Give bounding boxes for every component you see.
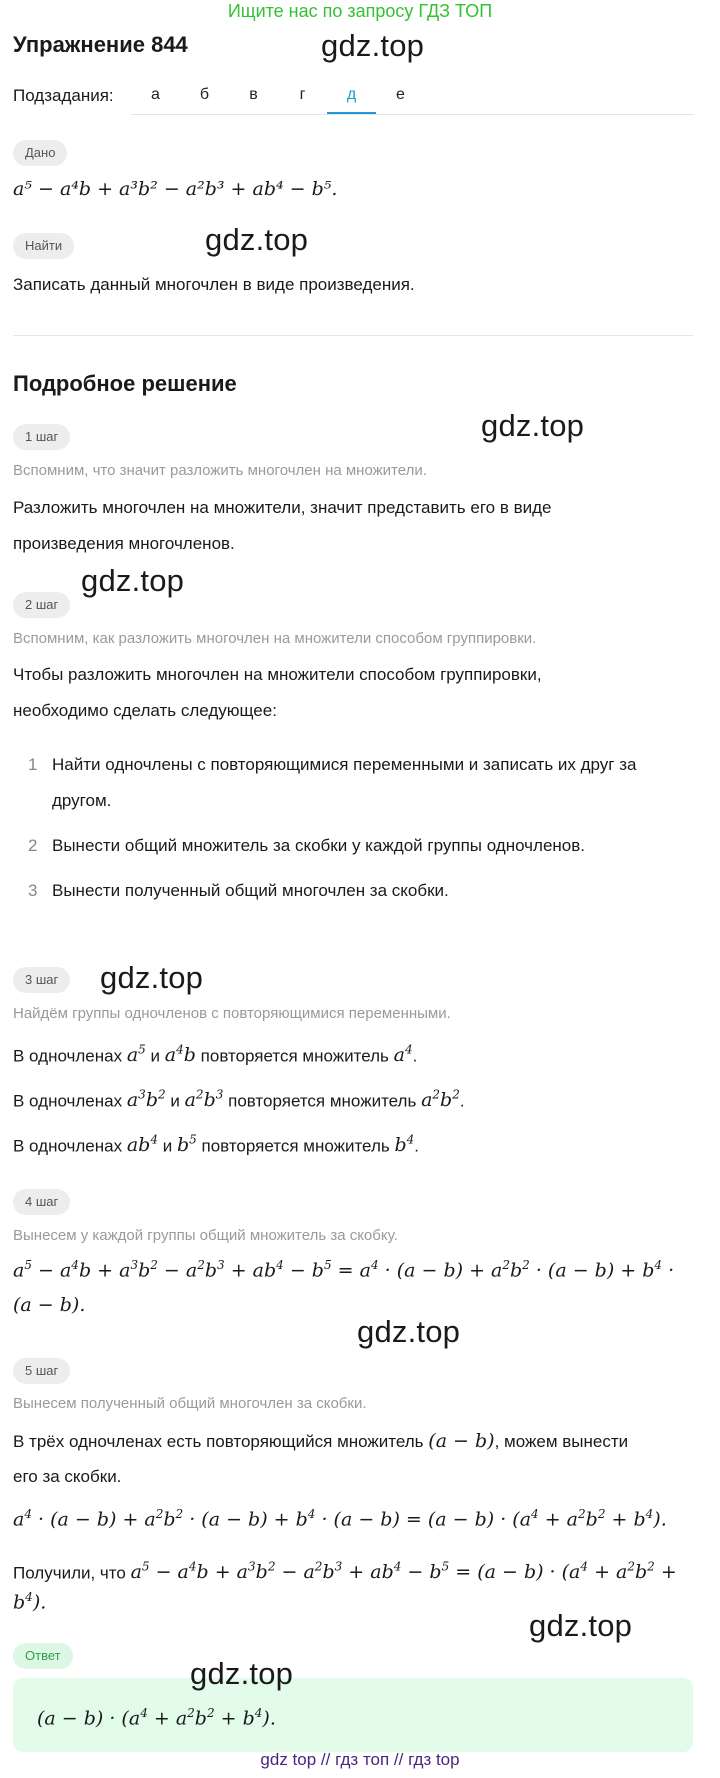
answer-pill: Ответ: [13, 1643, 73, 1669]
given-pill: Дано: [13, 140, 67, 166]
footer-links[interactable]: gdz top // гдз топ // гдз top: [260, 1750, 460, 1769]
list-item: [28, 873, 449, 909]
watermark: gdz.top: [81, 563, 185, 598]
step-formula: $b^4$).: [13, 1590, 47, 1614]
step-text: его за скобки.: [13, 1467, 122, 1486]
tab-d[interactable]: д: [327, 76, 376, 115]
step-text: В одночленах $a^3b^2$ и $a^2b^3$ повторяется множитель $a^2b^2$.: [13, 1088, 465, 1112]
step-text: произведения многочленов.: [13, 534, 235, 553]
step-hint: Вынесем полученный общий многочлен за скобки.: [13, 1395, 367, 1412]
list-number: 3: [28, 881, 38, 900]
list-item: [28, 828, 585, 864]
step-text: Чтобы разложить многочлен на множители способом группировки,: [13, 665, 542, 684]
promo-banner[interactable]: Ищите нас по запросу ГДЗ ТОП: [227, 1, 493, 21]
list-text: Вынести общий множитель за скобки у каждой группы одночленов.: [52, 836, 586, 855]
solution-title: Подробное решение: [13, 371, 237, 396]
find-pill: Найти: [13, 233, 74, 259]
step-text: необходимо сделать следующее:: [13, 701, 277, 720]
section-divider: [13, 335, 693, 336]
tabs-underline: [131, 114, 694, 115]
watermark: gdz.top: [321, 28, 425, 63]
step-text: Получили, что $a^5 - a^4b + a^3b^2 - a^2b^3 + ab^4 - b^5 = (a - b) \cdot (a^4 + a^2b^2$ +: [13, 1560, 677, 1584]
step-pill: 4 шаг: [13, 1189, 70, 1215]
list-text: Вынести полученный общий многочлен за скобки.: [52, 881, 449, 900]
step-pill: 2 шаг: [13, 592, 70, 618]
list-number: 2: [28, 836, 38, 855]
step-text: Разложить многочлен на множители, значит представить его в виде: [13, 498, 552, 517]
step-hint: Вспомним, что значит разложить многочлен на множители.: [13, 462, 427, 479]
tab-e[interactable]: е: [396, 86, 405, 103]
given-expression: a⁵ − a⁴b + a³b² − a²b³ + ab⁴ − b⁵.: [13, 178, 338, 200]
watermark: gdz.top: [190, 1656, 294, 1691]
step-formula: $a^4 \cdot (a - b) + a^2b^2 \cdot (a - b) + b^4 \cdot (a - b) = (a - b) \cdot (a^4 + a^2b^2 + b^4)$.: [13, 1507, 667, 1531]
subtasks-label: Подзадания:: [13, 86, 114, 105]
tab-v[interactable]: в: [249, 86, 258, 103]
step-hint: Найдём группы одночленов с повторяющимися переменными.: [13, 1005, 451, 1022]
list-text: другом.: [52, 791, 112, 810]
step-pill: 3 шаг: [13, 967, 70, 993]
step-hint: Вспомним, как разложить многочлен на множители способом группировки.: [13, 630, 537, 647]
step-text: В трёх одночленах есть повторяющийся множитель (a − b), можем вынести: [13, 1430, 629, 1452]
find-text: Записать данный многочлен в виде произведения.: [13, 275, 415, 294]
tab-a[interactable]: а: [151, 86, 160, 103]
tab-g[interactable]: г: [299, 86, 306, 103]
subtask-tabs: [131, 76, 425, 115]
answer-expression: $(a - b) \cdot (a^4 + a^2b^2 + b^4)$.: [37, 1706, 276, 1730]
watermark: gdz.top: [100, 960, 204, 995]
watermark: gdz.top: [205, 222, 309, 257]
step-formula: (a − b).: [13, 1294, 86, 1316]
tab-b[interactable]: б: [199, 86, 210, 103]
step-pill: 5 шаг: [13, 1358, 70, 1384]
step-text: В одночленах $ab^4$ и $b^5$ повторяется множитель $b^4$.: [13, 1133, 420, 1157]
watermark: gdz.top: [481, 408, 585, 443]
watermark: gdz.top: [357, 1314, 461, 1349]
list-number: 1: [28, 755, 38, 774]
step-formula: $a^5 - a^4b + a^3b^2 - a^2b^3 + ab^4 - b^5 = a^4 \cdot (a - b) + a^2b^2 \cdot (a - b) + b^4$ ·: [13, 1258, 675, 1282]
step-text: В одночленах $a^5$ и $a^4b$ повторяется множитель $a^4$.: [13, 1043, 418, 1067]
list-item: [28, 747, 636, 783]
list-text: Найти одночлены с повторяющимися переменными и записать их друг за: [52, 755, 637, 774]
step-pill: 1 шаг: [13, 424, 70, 450]
page-title: Упражнение 844: [13, 32, 188, 57]
step-hint: Вынесем у каждой группы общий множитель за скобку.: [13, 1227, 398, 1244]
watermark: gdz.top: [529, 1608, 633, 1643]
